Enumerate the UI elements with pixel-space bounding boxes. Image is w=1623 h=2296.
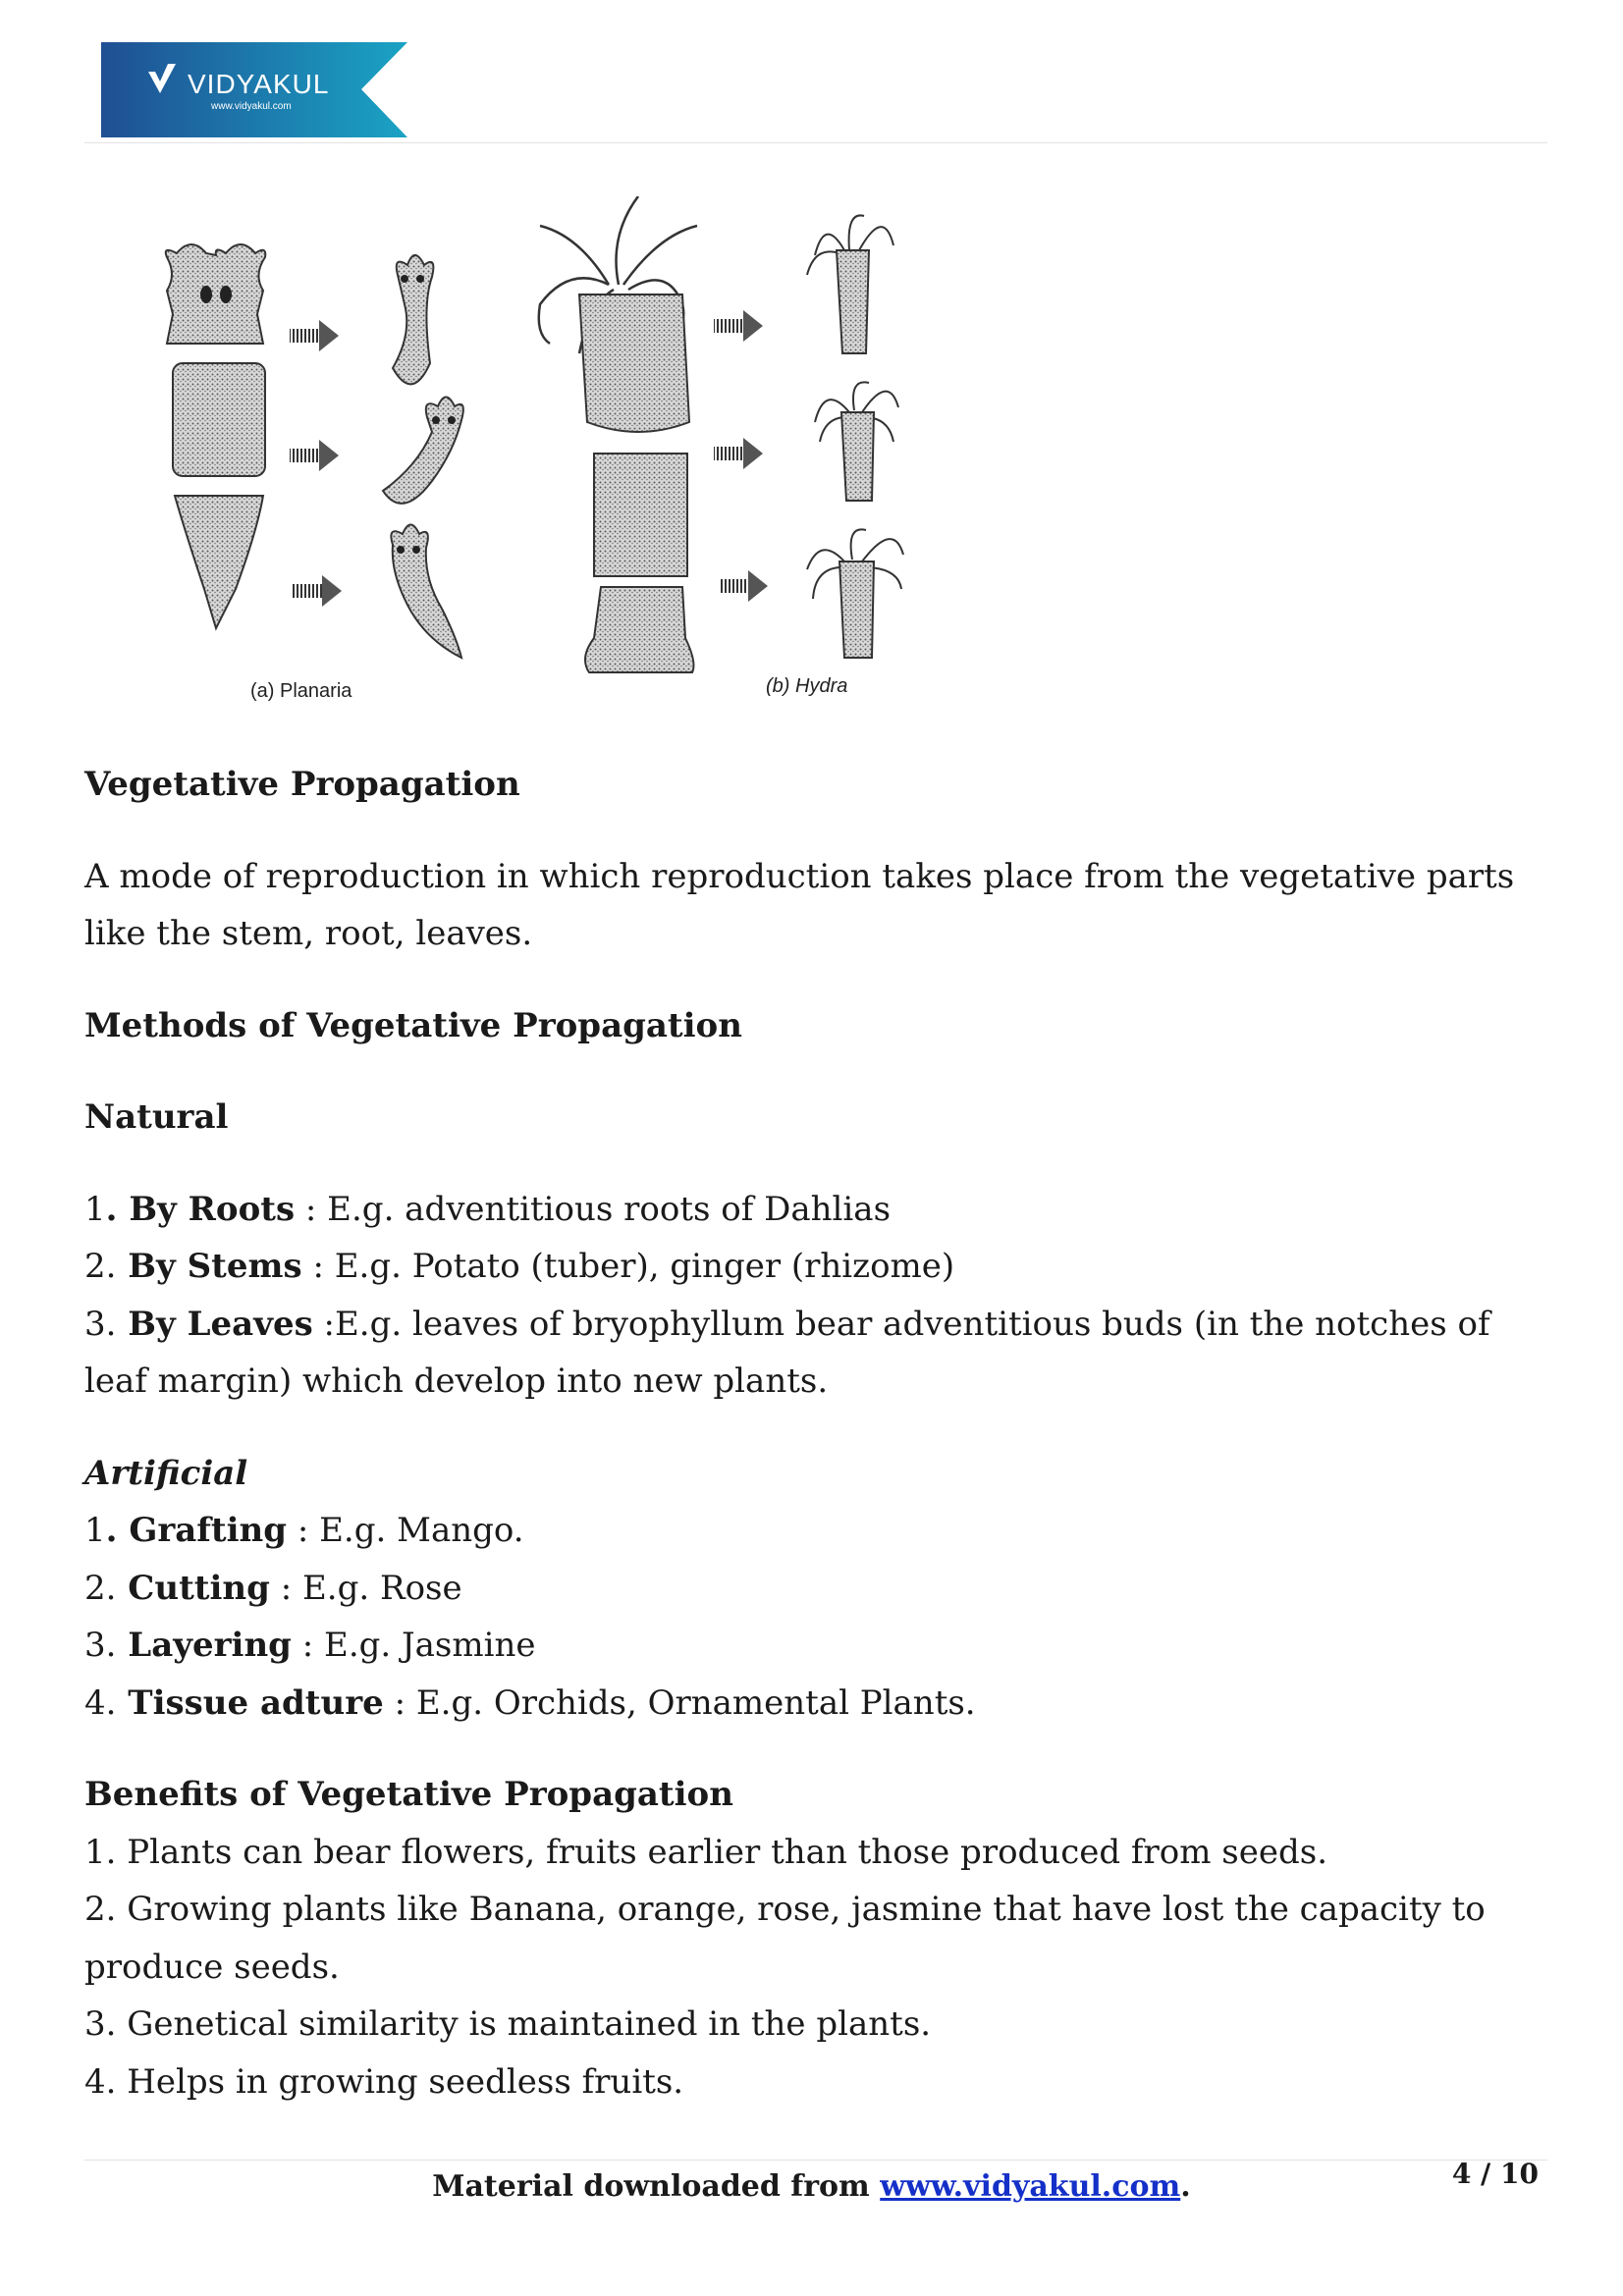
footer-website-link[interactable]: www.vidyakul.com [880, 2169, 1181, 2204]
document-body [84, 756, 1547, 2110]
caption-planaria: (a) Planaria [250, 680, 352, 702]
planaria-tail-piece [175, 496, 263, 628]
heading-artificial: Artificial [84, 1453, 248, 1493]
natural-item: 2. By Stems : E.g. Potato (tuber), ginger (rhizome) [84, 1247, 955, 1286]
benefit-item: 1. Plants can bear flowers, fruits earlier than those produced from seeds. [84, 1832, 1328, 1872]
benefit-item: 3. Genetical similarity is maintained in the plants. [84, 2004, 932, 2044]
planaria-regenerated-3 [391, 525, 461, 659]
artificial-item: 1. Grafting : E.g. Mango. [84, 1511, 524, 1550]
vidyakul-logo [101, 42, 407, 137]
hydra-middle-piece [594, 454, 687, 576]
svg-text:VIDYAKUL: VIDYAKUL [188, 69, 330, 99]
planaria-middle-piece [173, 363, 265, 476]
heading-methods: Methods of Vegetative Propagation [84, 1005, 742, 1045]
caption-hydra: (b) Hydra [766, 675, 848, 697]
artificial-item: 4. Tissue adture : E.g. Orchids, Ornamental Plants. [84, 1682, 976, 1723]
natural-item: 3. By Leaves :E.g. leaves of bryophyllum bear adventitious buds (in the notches of leaf margin) which develop into new plants. [84, 1304, 1490, 1401]
artificial-item: 3. Layering : E.g. Jasmine [84, 1626, 536, 1665]
svg-text:www.vidyakul.com: www.vidyakul.com [211, 101, 292, 112]
footer-divider [84, 2160, 1547, 2161]
hydra-regenerated-2 [815, 382, 898, 501]
regeneration-figure [147, 196, 992, 717]
planaria-regenerated-1 [393, 255, 433, 384]
hydra-base-piece [585, 587, 693, 672]
heading-vegetative-propagation: Vegetative Propagation [84, 765, 520, 804]
header-divider [84, 142, 1547, 143]
hydra-regenerated-3 [807, 529, 903, 658]
natural-item: 1. By Roots : E.g. adventitious roots of Dahlias [84, 1189, 892, 1229]
artificial-item: 2. Cutting : E.g. Rose [84, 1568, 462, 1608]
benefit-item: 4. Helps in growing seedless fruits. [84, 2061, 684, 2102]
heading-natural: Natural [84, 1097, 229, 1137]
footer-credit: Material downloaded from www.vidyakul.com. [432, 2169, 1191, 2204]
hydra-regenerated-1 [807, 215, 893, 353]
page-number: 4 / 10 [1451, 2158, 1539, 2190]
planaria-head-piece [166, 244, 266, 344]
benefit-item: 2. Growing plants like Banana, orange, rose, jasmine that have lost the capacity to produce seeds. [84, 1890, 1486, 1987]
definition-paragraph: A mode of reproduction in which reproduction takes place from the vegetative parts like the stem, root, leaves. [84, 856, 1515, 953]
planaria-regenerated-2 [383, 398, 463, 504]
heading-benefits: Benefits of Vegetative Propagation [84, 1775, 733, 1814]
